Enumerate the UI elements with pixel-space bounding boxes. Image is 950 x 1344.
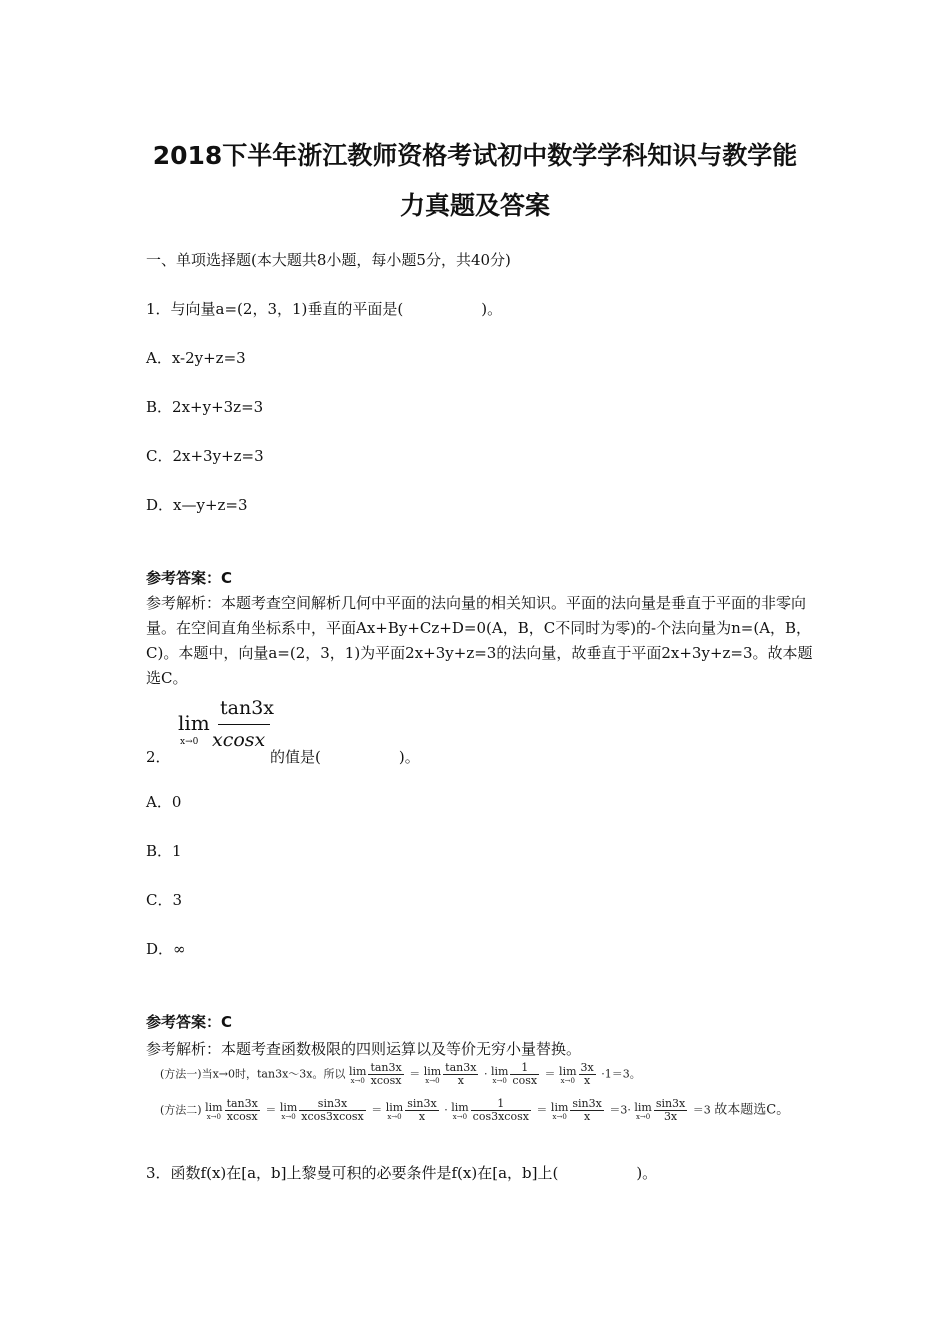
method-1-suffix: ·1＝3。 (601, 1067, 641, 1081)
formula-denominator: xcosx (212, 729, 266, 751)
question-1-option-b: B．2x+y+3z=3 (146, 398, 264, 416)
question-1-analysis: 参考解析：本题考查空间解析几何中平面的法向量的相关知识。平面的法向量是垂直于平面的非零向量。在空间直角坐标系中，平面Ax+By+Cz+D=0(A，B，C不同时为零)的-个法向量为n=(A，B，C)。本题中，向量a=(2，3，1)为平面2x+3y+z=3的法向量，故垂直于平面2x+3y+z=3。故本题选C。 (146, 594, 813, 687)
question-2-stem-post: )。 (398, 748, 420, 766)
limit-subscript: x→0 (180, 737, 199, 747)
method-2-tail: 故本题选C。 (714, 1102, 790, 1118)
question-1-stem (146, 300, 502, 318)
fraction-bar (218, 724, 270, 725)
formula-numerator: tan3x (220, 697, 275, 719)
question-1-stem-pre: 1．与向量a=(2，3，1)垂直的平面是( (146, 300, 404, 318)
question-2-option-c: C．3 (146, 891, 183, 909)
method-2-formula: (方法二) lim x→0 $\frac{\tan 3x}{xcosx}$ ＝ lim x→0 $\frac{\sin 3x}{xcos3xcosx}$ ＝ lim x→0 $\frac{\sin 3x}{x}$ · lim x→0 $\frac{1}{\cos 3xcosx}$ ＝ lim x→0 $\frac{\sin 3x}{x}$ ＝3· lim x→0 $\frac{\sin 3x}{3x}$ ＝3 故本题选C。 (160, 1097, 790, 1123)
question-3-stem-pre: 3．函数f(x)在[a，b]上黎曼可积的必要条件是f(x)在[a，b]上( (146, 1164, 559, 1182)
question-2-number: 2． (146, 748, 171, 766)
question-2-stem (270, 748, 420, 766)
question-3-stem-post: )。 (636, 1164, 658, 1182)
question-2-option-a: A．0 (146, 793, 182, 811)
question-1-answer: 参考答案：C (146, 569, 233, 587)
question-2-option-b: B．1 (146, 842, 182, 860)
limit-symbol: lim (178, 711, 210, 735)
method-2-prefix: (方法二) (160, 1103, 202, 1117)
question-1-option-c: C．2x+3y+z=3 (146, 447, 264, 465)
question-2-limit-formula (178, 697, 275, 755)
question-1-stem-post: )。 (481, 300, 503, 318)
question-1-option-d: D．x—y+z=3 (146, 496, 248, 514)
question-2-analysis: 参考解析：本题考查函数极限的四则运算以及等价无穷小量替换。 (146, 1040, 582, 1058)
doc-title-line2: 力真题及答案 (399, 191, 550, 220)
method-1-prefix: (方法一)当x→0时，tan3x～3x。所以 (160, 1067, 346, 1081)
question-2-answer: 参考答案：C (146, 1013, 233, 1031)
section-header: 一、单项选择题(本大题共8小题，每小题5分，共40分) (146, 251, 511, 269)
question-2-stem-pre: 的值是( (270, 748, 321, 766)
question-1-option-a: A．x-2y+z=3 (146, 349, 246, 367)
question-2-option-d: D．∞ (146, 940, 186, 958)
method-1-formula: (方法一)当x→0时，tan3x～3x。所以 lim x→0 $\frac{\tan 3x}{xcosx}$ ＝ lim x→0 $\frac{\tan 3x}{x}$ · lim x→0 $\frac{1}{\cos x}$ ＝ lim x→0 $\frac{3x}{x}$ ·1＝3。 (160, 1061, 641, 1087)
doc-title-line1: 2018下半年浙江教师资格考试初中数学学科知识与教学能 (152, 141, 798, 170)
limit-1: lim x→0 (348, 1064, 367, 1085)
question-3-stem (146, 1164, 657, 1182)
